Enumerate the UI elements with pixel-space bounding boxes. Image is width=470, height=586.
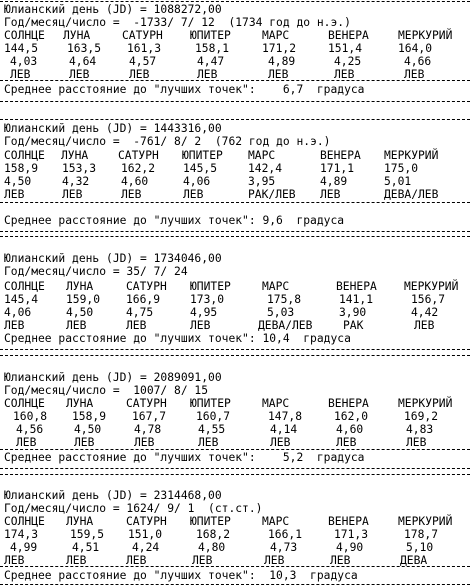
separator-line — [0, 119, 470, 120]
header-jupiter: ЮПИТЕР — [182, 149, 223, 162]
secondary-value: 4,50 — [66, 306, 94, 319]
header-mercury: МЕРКУРИЙ — [398, 515, 453, 528]
zodiac-sign: ЛЕВ — [198, 436, 219, 449]
longitude-value: 171,1 — [320, 162, 355, 175]
separator-line — [0, 584, 470, 585]
header-sun: СОЛНЦЕ — [4, 397, 45, 410]
secondary-value: 4,75 — [126, 306, 154, 319]
date-line: Год/месяц/число = 1007/ 8/ 15 — [4, 384, 209, 397]
header-venus: ВЕНЕРА — [336, 280, 377, 293]
header-saturn: САТУРН — [118, 149, 159, 162]
header-mercury: МЕРКУРИЙ — [398, 397, 453, 410]
zodiac-sign: ЛЕВ — [134, 436, 155, 449]
longitude-value: 156,7 — [411, 293, 446, 306]
secondary-value: 4,25 — [334, 55, 362, 68]
average-distance-line: Среднее расстояние до "лучших точек": 9,6 градуса — [4, 214, 345, 227]
secondary-value: 4,03 — [10, 55, 38, 68]
zodiac-sign: ЛЕВ — [404, 68, 425, 81]
zodiac-sign: ЛЕВ — [4, 554, 25, 567]
date-line: Год/месяц/число = -761/ 8/ 2 (762 год до н.э.) — [4, 135, 331, 148]
zodiac-sign: ЛЕВ — [10, 68, 31, 81]
longitude-value: 175,0 — [384, 162, 419, 175]
longitude-value: 144,5 — [4, 42, 39, 55]
separator-line — [0, 449, 470, 450]
zodiac-sign: ЛЕВ — [4, 319, 25, 332]
secondary-value: 4,50 — [74, 423, 102, 436]
longitude-value: 164,0 — [398, 42, 433, 55]
secondary-value: 4,90 — [336, 541, 364, 554]
header-moon: ЛУНА — [66, 397, 94, 410]
secondary-value: 4,66 — [404, 55, 432, 68]
longitude-value: 173,0 — [190, 293, 225, 306]
header-jupiter: ЮПИТЕР — [190, 29, 231, 42]
date-line: Год/месяц/число = 1624/ 9/ 1 (ст.ст.) — [4, 502, 263, 515]
longitude-value: 141,1 — [339, 293, 374, 306]
secondary-value: 3,95 — [248, 175, 276, 188]
header-venus: ВЕНЕРА — [320, 149, 361, 162]
zodiac-sign: ЛЕВ — [330, 554, 351, 567]
header-saturn: САТУРН — [126, 280, 167, 293]
header-sun: СОЛНЦЕ — [4, 280, 45, 293]
zodiac-sign: ЛЕВ — [69, 68, 90, 81]
secondary-value: 5,01 — [384, 175, 412, 188]
zodiac-sign: ДЕВА — [400, 554, 428, 567]
longitude-value: 158,9 — [4, 162, 39, 175]
longitude-value: 166,9 — [126, 293, 161, 306]
zodiac-sign: ЛЕВ — [334, 68, 355, 81]
julian-day-line: Юлианский день (JD) = 2314468,00 — [4, 489, 222, 502]
secondary-value: 4,32 — [62, 175, 90, 188]
separator-line — [0, 1, 470, 2]
zodiac-sign: ДЕВА/ЛЕВ — [384, 188, 439, 201]
longitude-value: 145,4 — [4, 293, 39, 306]
average-distance-line: Среднее расстояние до "лучших точек": 10,4 градуса — [4, 332, 351, 345]
secondary-value: 5,10 — [406, 541, 434, 554]
separator-line — [0, 101, 470, 102]
zodiac-sign: ЛЕВ — [197, 68, 218, 81]
header-venus: ВЕНЕРА — [328, 29, 369, 42]
zodiac-sign: ЛЕВ — [192, 554, 213, 567]
header-mercury: МЕРКУРИЙ — [398, 29, 453, 42]
header-mars: МАРС — [262, 29, 290, 42]
zodiac-sign: ЛЕВ — [336, 436, 357, 449]
zodiac-sign: ЛЕВ — [190, 319, 211, 332]
zodiac-sign: ЛЕВ — [268, 68, 289, 81]
header-jupiter: ЮПИТЕР — [190, 397, 231, 410]
header-venus: ВЕНЕРА — [328, 397, 369, 410]
secondary-value: 5,03 — [267, 306, 295, 319]
zodiac-sign: ЛЕВ — [129, 68, 150, 81]
zodiac-sign: ЛЕВ — [74, 436, 95, 449]
zodiac-sign: ЛЕВ — [126, 554, 147, 567]
secondary-value: 4,47 — [197, 55, 225, 68]
longitude-value: 167,7 — [132, 410, 167, 423]
zodiac-sign: ДЕВА/ЛЕВ — [258, 319, 313, 332]
longitude-value: 159,5 — [70, 528, 105, 541]
header-mercury: МЕРКУРИЙ — [404, 280, 459, 293]
zodiac-sign: ЛЕВ — [66, 554, 87, 567]
separator-line — [0, 349, 470, 350]
longitude-value: 178,7 — [404, 528, 439, 541]
header-mars: МАРС — [262, 515, 290, 528]
header-saturn: САТУРН — [122, 29, 163, 42]
zodiac-sign: ЛЕВ — [270, 436, 291, 449]
zodiac-sign: ЛЕВ — [183, 188, 204, 201]
header-mercury: МЕРКУРИЙ — [384, 149, 439, 162]
zodiac-sign: ЛЕВ — [62, 188, 83, 201]
zodiac-sign: ЛЕВ — [121, 188, 142, 201]
header-sun: СОЛНЦЕ — [4, 149, 45, 162]
julian-day-line: Юлианский день (JD) = 1088272,00 — [4, 3, 222, 16]
secondary-value: 4,57 — [129, 55, 157, 68]
julian-day-line: Юлианский день (JD) = 1734046,00 — [4, 252, 222, 265]
average-distance-line: Среднее расстояние до "лучших точек": 6,7 градуса — [4, 83, 365, 96]
secondary-value: 4,14 — [270, 423, 298, 436]
secondary-value: 4,64 — [69, 55, 97, 68]
longitude-value: 151,4 — [328, 42, 363, 55]
longitude-value: 161,3 — [127, 42, 162, 55]
secondary-value: 4,60 — [121, 175, 149, 188]
header-moon: ЛУНА — [63, 29, 91, 42]
zodiac-sign: РАК — [343, 319, 364, 332]
separator-line — [0, 236, 470, 237]
secondary-value: 4,89 — [268, 55, 296, 68]
separator-line — [0, 474, 470, 475]
date-line: Год/месяц/число = 35/ 7/ 24 — [4, 265, 188, 278]
header-mars: МАРС — [262, 397, 290, 410]
secondary-value: 4,50 — [4, 175, 32, 188]
secondary-value: 4,73 — [270, 541, 298, 554]
julian-day-line: Юлианский день (JD) = 2089091,00 — [4, 371, 222, 384]
header-saturn: САТУРН — [126, 397, 167, 410]
separator-line — [0, 231, 470, 232]
header-saturn: САТУРН — [126, 515, 167, 528]
longitude-value: 166,1 — [268, 528, 303, 541]
secondary-value: 4,80 — [198, 541, 226, 554]
longitude-value: 160,8 — [13, 410, 48, 423]
longitude-value: 171,3 — [334, 528, 369, 541]
longitude-value: 151,0 — [128, 528, 163, 541]
longitude-value: 162,2 — [121, 162, 156, 175]
longitude-value: 175,8 — [267, 293, 302, 306]
secondary-value: 3,90 — [339, 306, 367, 319]
header-moon: ЛУНА — [66, 515, 94, 528]
longitude-value: 153,3 — [62, 162, 97, 175]
header-sun: СОЛНЦЕ — [4, 29, 45, 42]
average-distance-line: Среднее расстояние до "лучших точек": 10,3 градуса — [4, 569, 358, 582]
header-venus: ВЕНЕРА — [328, 515, 369, 528]
secondary-value: 4,78 — [134, 423, 162, 436]
header-sun: СОЛНЦЕ — [4, 515, 45, 528]
header-mars: МАРС — [248, 149, 276, 162]
secondary-value: 4,55 — [198, 423, 226, 436]
zodiac-sign: ЛЕВ — [66, 319, 87, 332]
longitude-value: 158,1 — [195, 42, 230, 55]
secondary-value: 4,99 — [10, 541, 38, 554]
secondary-value: 4,83 — [406, 423, 434, 436]
zodiac-sign: РАК/ЛЕВ — [248, 188, 296, 201]
zodiac-sign: ЛЕВ — [264, 554, 285, 567]
longitude-value: 169,2 — [404, 410, 439, 423]
julian-day-line: Юлианский день (JD) = 1443316,00 — [4, 122, 222, 135]
secondary-value: 4,60 — [336, 423, 364, 436]
separator-line — [0, 80, 470, 81]
separator-line — [0, 355, 470, 356]
zodiac-sign: ЛЕВ — [320, 188, 341, 201]
longitude-value: 168,2 — [196, 528, 231, 541]
header-moon: ЛУНА — [61, 149, 89, 162]
longitude-value: 158,9 — [72, 410, 107, 423]
separator-line — [0, 468, 470, 469]
separator-line — [0, 202, 470, 203]
longitude-value: 163,5 — [67, 42, 102, 55]
header-mars: МАРС — [262, 280, 290, 293]
longitude-value: 147,8 — [268, 410, 303, 423]
header-jupiter: ЮПИТЕР — [190, 280, 231, 293]
longitude-value: 160,7 — [196, 410, 231, 423]
separator-line — [0, 566, 470, 567]
longitude-value: 159,0 — [66, 293, 101, 306]
longitude-value: 142,4 — [248, 162, 283, 175]
date-line: Год/месяц/число = -1733/ 7/ 12 (1734 год до н.э.) — [4, 16, 351, 29]
zodiac-sign: ЛЕВ — [406, 436, 427, 449]
secondary-value: 4,89 — [320, 175, 348, 188]
longitude-value: 174,3 — [4, 528, 39, 541]
secondary-value: 4,24 — [132, 541, 160, 554]
secondary-value: 4,51 — [72, 541, 100, 554]
secondary-value: 4,56 — [16, 423, 44, 436]
zodiac-sign: ЛЕВ — [126, 319, 147, 332]
average-distance-line: Среднее расстояние до "лучших точек": 5,2 градуса — [4, 451, 365, 464]
secondary-value: 4,06 — [183, 175, 211, 188]
header-jupiter: ЮПИТЕР — [190, 515, 231, 528]
zodiac-sign: ЛЕВ — [16, 436, 37, 449]
secondary-value: 4,06 — [4, 306, 32, 319]
longitude-value: 162,0 — [334, 410, 369, 423]
longitude-value: 145,5 — [183, 162, 218, 175]
secondary-value: 4,42 — [411, 306, 439, 319]
zodiac-sign: ЛЕВ — [4, 188, 25, 201]
secondary-value: 4,95 — [190, 306, 218, 319]
longitude-value: 171,2 — [262, 42, 297, 55]
zodiac-sign: ЛЕВ — [414, 319, 435, 332]
header-moon: ЛУНА — [66, 280, 94, 293]
